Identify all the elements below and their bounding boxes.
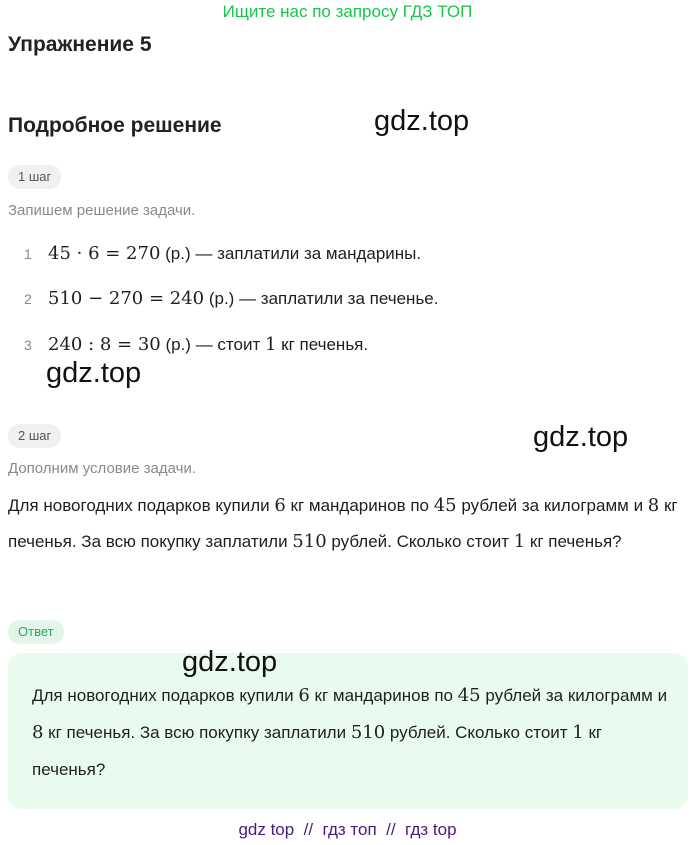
- line-number: 2: [24, 291, 32, 307]
- answer-text: Для новогодних подарков купили 6 кг мандаринов по 45 рублей за килограмм и 8 кг печенья. За всю покупку заплатили 510 рублей. Сколько стоит 1 кг печенья?: [32, 685, 668, 779]
- line-text: 240 : 8 = 30 (р.) — стоит 1 кг печенья.: [48, 334, 369, 355]
- line-text: 510 − 270 = 240 (р.) — заплатили за печенье.: [48, 288, 439, 309]
- line-number: 3: [24, 337, 32, 353]
- step-hint: Дополним условие задачи.: [8, 460, 196, 477]
- search-banner: Ищите нас по запросу ГДЗ ТОП: [222, 2, 473, 21]
- page-title: Упражнение 5: [8, 33, 152, 56]
- line-number: 1: [24, 246, 32, 262]
- watermark: gdz.top: [46, 357, 142, 389]
- line-text: 45 · 6 = 270 (р.) — заплатили за мандарины.: [48, 243, 422, 264]
- answer-badge: Ответ: [8, 620, 64, 644]
- footer-links[interactable]: gdz top // гдз топ // гдз top: [238, 820, 457, 839]
- step-badge: 2 шаг: [8, 424, 61, 448]
- section-title: Подробное решение: [8, 114, 222, 137]
- watermark: gdz.top: [374, 105, 470, 137]
- step-hint: Запишем решение задачи.: [8, 202, 196, 219]
- step-badge: 1 шаг: [8, 165, 61, 189]
- answer-box: [8, 653, 688, 809]
- watermark: gdz.top: [182, 646, 278, 678]
- problem-statement: Для новогодних подарков купили 6 кг мандаринов по 45 рублей за килограмм и 8 кг печенья. За всю покупку заплатили 510 рублей. Сколько стоит 1 кг печенья?: [8, 495, 678, 552]
- watermark: gdz.top: [533, 421, 629, 453]
